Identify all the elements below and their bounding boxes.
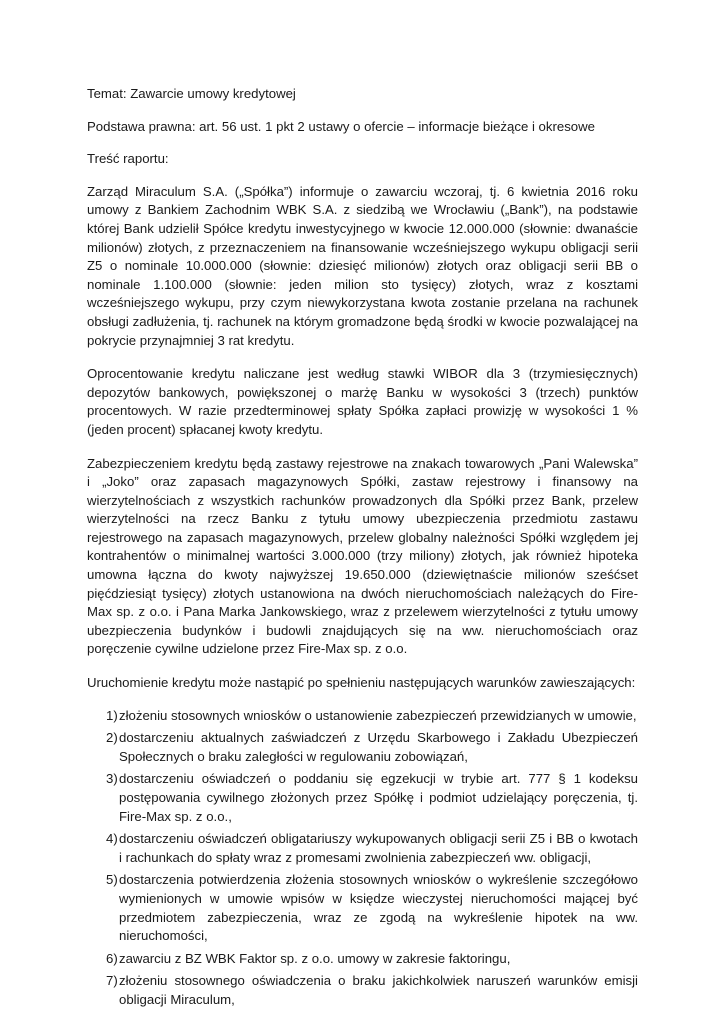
- list-item-text: zawarciu z BZ WBK Faktor sp. z o.o. umowy w zakresie faktoringu,: [119, 950, 511, 966]
- document-body: [87, 85, 638, 1014]
- paragraph-loan-agreement: Zarząd Miraculum S.A. („Spółka”) informuje o zawarciu wczoraj, tj. 6 kwietnia 2016 roku umowy z Bankiem Zachodnim WBK S.A. z siedzibą we Wrocławiu („Bank”), na podstawie której Bank udzielił Spółce kredytu inwestycyjnego w kwocie 12.000.000 (słownie: dwanaście milionów) złotych, z przeznaczeniem na finansowanie wcześniejszego wykupu obligacji serii Z5 o nominale 10.000.000 (słownie: dziesięć milionów) złotych oraz obligacji serii BB o nominale 1.100.000 (słownie: jeden milion sto tysięcy) złotych, wraz z kosztami wcześniejszego wykupu, przy czym niewykorzystana kwota zostanie przelana na rachunek obsługi zadłużenia, tj. rachunek na którym gromadzone będą środki w kwocie pozwalającej na pokrycie przynajmniej 3 rat kredytu.: [87, 183, 638, 348]
- list-item: [87, 871, 638, 945]
- list-item: [87, 972, 638, 1009]
- list-item: [87, 770, 638, 826]
- list-item: [87, 729, 638, 766]
- list-item-number: 7): [106, 973, 118, 989]
- list-item-text: złożeniu stosownych wniosków o ustanowienie zabezpieczeń przewidzianych w umowie,: [119, 707, 637, 723]
- list-item-number: 5): [106, 872, 118, 888]
- list-item: [87, 707, 638, 726]
- list-item-number: 1): [106, 707, 118, 723]
- list-item-text: dostarczeniu oświadczeń o poddaniu się egzekucji w trybie art. 777 § 1 kodeksu postępowania cywilnego złożonych przez Spółkę i podmiot udzielający poręczenia, tj. Fire-Max sp. z o.o.,: [119, 771, 638, 824]
- report-heading: Treść raportu:: [87, 151, 169, 167]
- paragraph-collateral: Zabezpieczeniem kredytu będą zastawy rejestrowe na znakach towarowych „Pani Walewska” i „Joko” oraz zapasach magazynowych Spółki, zastaw rejestrowy i finansowy na wierzytelnościach z wszystkich rachunków prowadzonych dla Spółki przez Bank, przelew wierzytelności na rzecz Banku z tytułu umowy ubezpieczenia przedmiotu zastawu rejestrowego na zapasach magazynowych, przelew globalny należności Spółki względem jej kontrahentów o minimalnej wartości 3.000.000 (trzy miliony) złotych, jak również hipoteka umowna łączna do kwoty najwyższej 19.650.000 (dziewiętnaście milionów sześćset pięćdziesiąt tysięcy) złotych ustanowiona na dwóch nieruchomościach należących do Fire-Max sp. z o.o. i Pana Marka Jankowskiego, wraz z przelewem wierzytelności z tytułu umowy ubezpieczenia budynków i budowli znajdujących się na ww. nieruchomościach oraz poręczenie cywilne udzielone przez Fire-Max sp. z o.o.: [87, 455, 638, 657]
- legal-basis-line: Podstawa prawna: art. 56 ust. 1 pkt 2 ustawy o ofercie – informacje bieżące i okresowe: [87, 118, 595, 134]
- list-item-number: 4): [106, 831, 118, 847]
- list-item-text: dostarczeniu aktualnych zaświadczeń z Urzędu Skarbowego i Zakładu Ubezpieczeń Społecznych o braku zaległości w regulowaniu zobowiązań,: [119, 730, 638, 764]
- list-item-number: 6): [106, 950, 118, 966]
- list-item-text: dostarczenia potwierdzenia złożenia stosownych wniosków o wykreślenie szczegółowo wymienionych w umowie wpisów w księdze wieczystej nieruchomości mającej być przedmiotem zabezpieczenia, wraz ze zgodą na wykreślenie hipotek na ww. nieruchomości,: [119, 872, 638, 944]
- conditions-list: [87, 707, 638, 1010]
- list-item-number: 2): [106, 730, 118, 746]
- subject-line: Temat: Zawarcie umowy kredytowej: [87, 86, 296, 101]
- paragraph-interest: Oprocentowanie kredytu naliczane jest według stawki WIBOR dla 3 (trzymiesięcznych) depozytów bankowych, powiększonej o marżę Banku w wysokości 3 (trzech) punktów procentowych. W razie przedterminowej spłaty Spółka zapłaci prowizję w wysokości 1 % (jeden procent) spłacanej kwoty kredytu.: [87, 366, 638, 437]
- list-item: [87, 950, 638, 969]
- list-item-text: dostarczeniu oświadczeń obligatariuszy wykupowanych obligacji serii Z5 i BB o kwotach i rachunkach do spłaty wraz z promesami zwolnienia zabezpieczeń ww. obligacji,: [119, 831, 638, 865]
- list-item-number: 3): [106, 771, 118, 787]
- list-item: [87, 830, 638, 867]
- paragraph-conditions-intro: Uruchomienie kredytu może nastąpić po spełnieniu następujących warunków zawieszających:: [87, 675, 636, 691]
- list-item-text: złożeniu stosownego oświadczenia o braku jakichkolwiek naruszeń warunków emisji obligacji Miraculum,: [119, 973, 638, 1007]
